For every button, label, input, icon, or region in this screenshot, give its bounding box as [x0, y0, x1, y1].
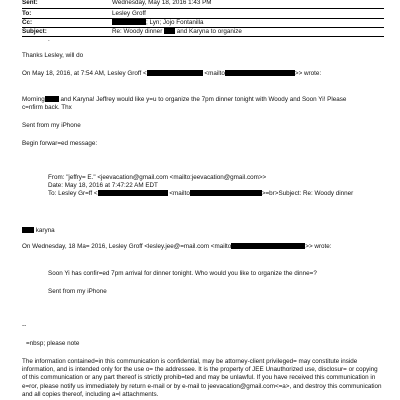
fwd-to: [48, 190, 353, 198]
quote1-intro-c: >> wrote:: [294, 70, 322, 77]
cc-label: Cc:: [22, 19, 33, 26]
to-value: Lesley Groff: [112, 10, 146, 17]
redaction-block: [45, 96, 59, 102]
quote1-intro: [22, 70, 321, 78]
header-rule: [22, 8, 384, 9]
quote2-intro: [22, 243, 332, 251]
subject-value-a: Re: Woody dinner: [112, 28, 163, 35]
redaction-block: [231, 243, 305, 249]
to-label: To:: [22, 10, 32, 17]
fwd-from: From: "jeffry= E." <jeevacation@gmail.com <mailto:jeevacation@gmail.com>>: [48, 174, 267, 181]
soon-yi-line: Soon Yi has confir=ed 7pm arrival for dinner tonight. Who would you like to organize the dinne=?: [48, 270, 317, 277]
sent-from-iphone-1: Sent from my iPhone: [22, 122, 81, 129]
fwd-to-a: To: Lesley Gr=ff <: [48, 190, 98, 197]
morning-line-2: c=nfirm back. Thx: [22, 104, 72, 111]
reply-thanks: Thanks Lesley, will do: [22, 52, 84, 59]
redaction-block: [164, 28, 175, 34]
morning-b: and Karyna! Jeffrey would like y=u to organize the 7pm dinner tonight with Woody and Soon Yi! Please: [60, 96, 347, 103]
morning-a: Morning: [22, 96, 45, 103]
redaction-block: [98, 190, 168, 196]
fwd-to-c: >=br>Subject: Re: Woody dinner: [261, 190, 354, 197]
sent-from-iphone-2: Sent from my iPhone: [48, 288, 107, 295]
cc-value-line: [112, 19, 204, 27]
quote2-intro-a: On Wednesday, 18 Ma= 2016, Lesley Groff <lesley.jee@=mail.com <mailto: [22, 243, 232, 250]
subject-value-line: [112, 28, 242, 36]
sent-value: Wednesday, May 18, 2016 1:43 PM: [112, 0, 212, 6]
subject-label: Subject:: [22, 28, 47, 35]
signature-dashes: --: [22, 322, 27, 329]
please-note: =nbsp; please note: [26, 340, 80, 347]
fwd-date: Date: May 18, 2016 at 7:47:22 AM EDT: [48, 182, 158, 189]
karyna-text: karyna: [35, 227, 55, 234]
sent-label: Sent:: [22, 0, 38, 6]
header-rule: [22, 36, 384, 37]
subject-value-b: and Karyna to organize: [176, 28, 242, 35]
morning-line: [22, 96, 346, 104]
quote1-intro-b: <mailto: [204, 70, 225, 77]
quote1-intro-a: On May 18, 2016, at 7:54 AM, Lesley Groff <: [22, 70, 147, 77]
redaction-block: [147, 70, 203, 76]
stray-dot: .: [48, 36, 50, 43]
begin-forwarded: Begin forwar=ed message:: [22, 140, 98, 147]
cc-value: ; Lyn; Jojo Fontanilla: [146, 19, 204, 26]
quote2-intro-b: >> wrote:: [305, 243, 332, 250]
redaction-block: [190, 190, 262, 196]
confidentiality-disclaimer: The information contained=in this communication is confidential, may be attorney-client privileged= may constitute inside information, and is intended only for the use o= the addressee. It is the property of JEE Unauthorized use, disclosur= or copying of this communication or any part thereof is strictly prohib=ted and may be unlawful. If you have received this communication in e=ror, please notify us immediately by return e-mail or by e-mail to jeevacation@gmail.com<=a>, and destroy this communication and all copies thereof, including a=l attachments.: [22, 358, 382, 398]
fwd-to-b: <mailto: [169, 190, 190, 197]
redaction-block: [112, 19, 146, 25]
redaction-block: [225, 70, 295, 76]
redaction-block: [22, 227, 34, 233]
karyna-line: [22, 227, 55, 235]
